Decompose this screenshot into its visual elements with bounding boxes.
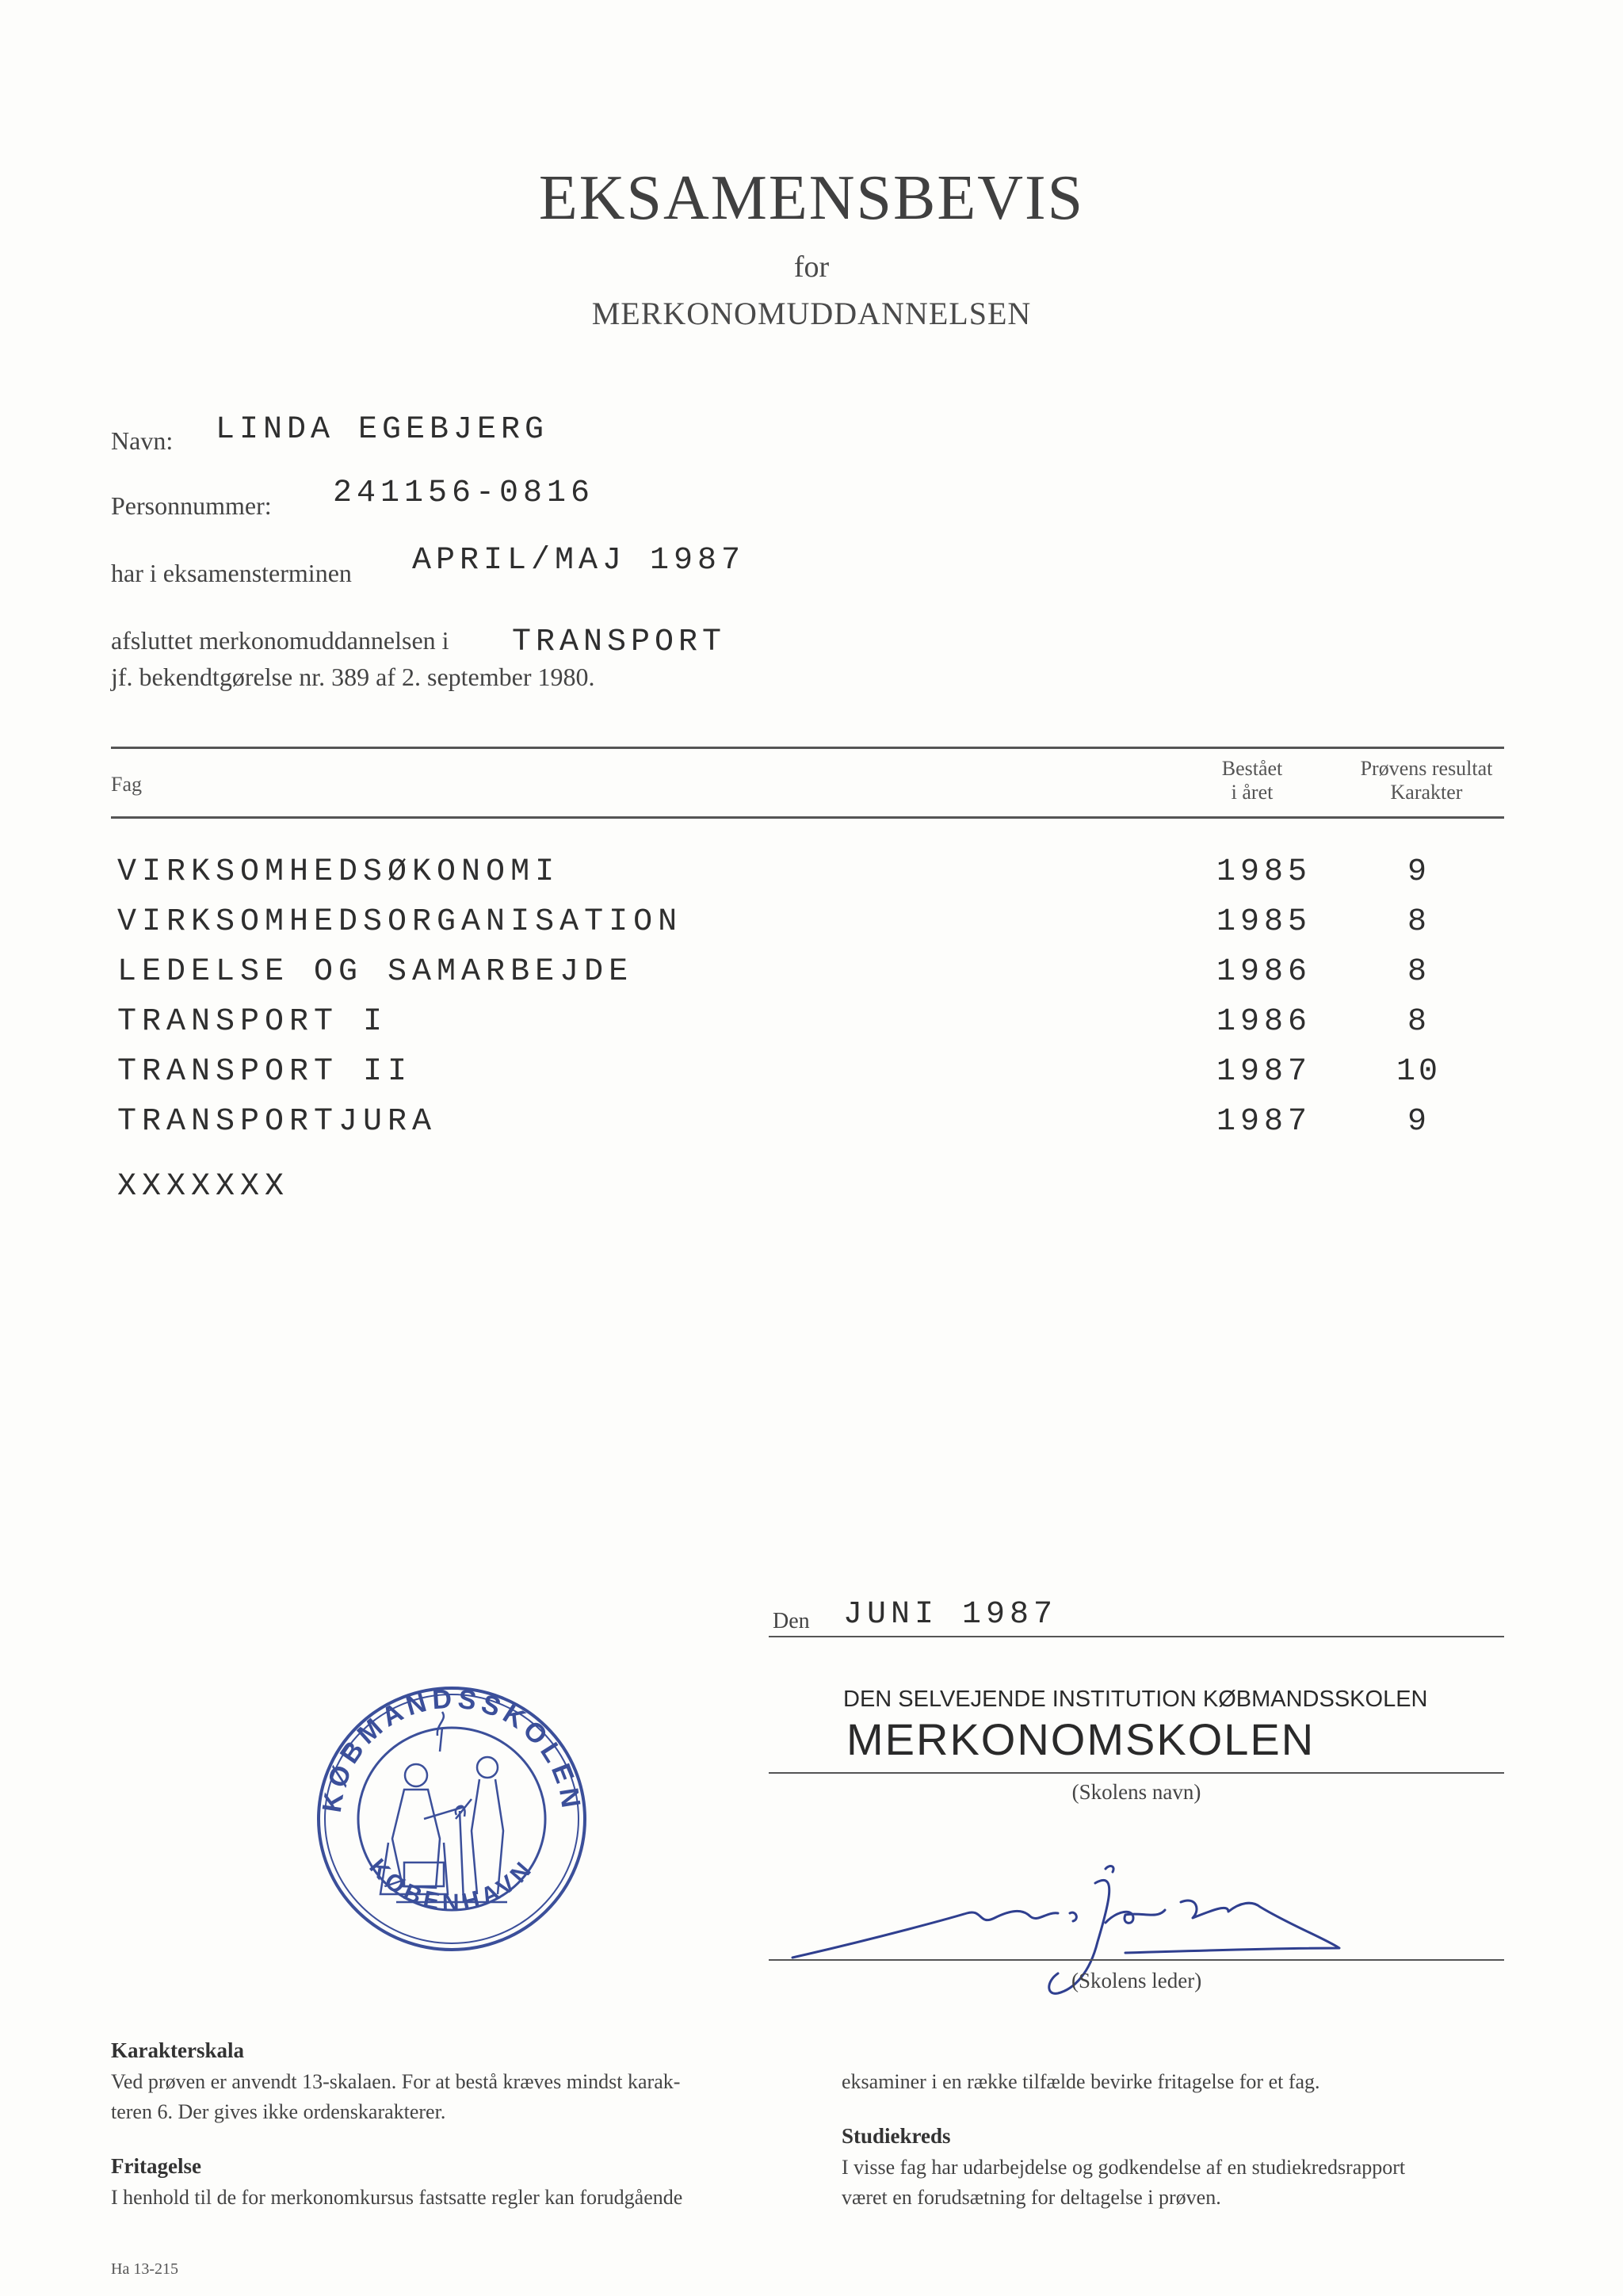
program-name: MERKONOMUDDANNELSEN: [591, 296, 1032, 331]
grading-scale-line1: Ved prøven er anvendt 13-skalaen. For at bestå kræves mindst karak-: [111, 2070, 681, 2093]
school-caption: (Skolens navn): [1071, 1780, 1201, 1804]
seal-text-top: KØBMANDSSKOLEN: [316, 1683, 587, 1815]
school-rule: [769, 1772, 1504, 1774]
table-row-subject: TRANSPORTJURA: [117, 1104, 437, 1140]
col-grade-header: [1331, 757, 1522, 804]
study-circle-line1: I visse fag har udarbejdelse og godkendelse af en studiekredsrapport: [842, 2156, 1406, 2179]
exemption-line1: I henhold til de for merkonomkursus fastsatte regler kan forudgående: [111, 2186, 683, 2209]
table-row-year: 1985: [1216, 904, 1312, 940]
table-row-year: 1985: [1216, 854, 1312, 890]
cpr-label: Personnummer:: [111, 491, 272, 520]
col-subject-header: Fag: [111, 773, 142, 796]
col-year-header-line1: Bestået: [1221, 757, 1283, 780]
document-subtitle-for: for: [793, 250, 830, 284]
table-row-subject: VIRKSOMHEDSORGANISATION: [117, 904, 683, 940]
exam-term: APRIL/MAJ 1987: [412, 543, 746, 579]
cpr-number: 241156-0816: [333, 476, 595, 511]
form-code: Ha 13-215: [111, 2260, 178, 2278]
table-row-subject: TRANSPORT I: [117, 1004, 388, 1040]
regulation-text: jf. bekendtgørelse nr. 389 af 2. september 1980.: [111, 663, 595, 691]
table-row-year: 1987: [1216, 1104, 1312, 1140]
table-top-rule: [111, 747, 1504, 749]
table-row-grade: 10: [1396, 1054, 1441, 1090]
exemption-line2: eksaminer i en række tilfælde bevirke fritagelse for et fag.: [842, 2070, 1320, 2093]
issue-date: JUNI 1987: [843, 1597, 1058, 1633]
table-row-year: 1986: [1216, 1004, 1312, 1040]
table-row-grade: 9: [1407, 854, 1430, 890]
name-label: Navn:: [111, 426, 174, 455]
col-grade-header-line1: Prøvens resultat: [1360, 757, 1493, 780]
table-row-year: 1987: [1216, 1054, 1312, 1090]
table-row-subject: TRANSPORT II: [117, 1054, 413, 1090]
table-row-subject: VIRKSOMHEDSØKONOMI: [117, 854, 560, 890]
table-row-subject: LEDELSE OG SAMARBEJDE: [117, 954, 634, 990]
table-row-grade: 8: [1407, 1004, 1430, 1040]
date-rule: [769, 1636, 1504, 1637]
exemption-heading: Fritagelse: [111, 2154, 201, 2178]
school-seal-icon: [309, 1680, 594, 1958]
date-label: Den: [773, 1609, 810, 1633]
svg-text:KØBENHAVN: [364, 1854, 539, 1916]
school-name: MERKONOMSKOLEN: [846, 1714, 1316, 1764]
student-name: LINDA EGEBJERG: [216, 412, 549, 448]
study-circle-line2: været en forudsætning for deltagelse i prøven.: [842, 2186, 1221, 2209]
svg-text:KØBMANDSSKOLEN: [317, 1683, 587, 1814]
field-of-study: TRANSPORT: [512, 625, 727, 660]
table-header-rule: [111, 816, 1504, 819]
col-year-header-line2: i året: [1231, 781, 1274, 804]
leader-rule: [769, 1959, 1504, 1961]
col-grade-header-line2: Karakter: [1390, 781, 1463, 804]
grading-scale-heading: Karakterskala: [111, 2038, 244, 2062]
table-row-grade: 9: [1407, 1104, 1430, 1140]
institution-name: DEN SELVEJENDE INSTITUTION KØBMANDSSKOLEN: [843, 1687, 1428, 1712]
table-row-grade: 8: [1407, 904, 1430, 940]
col-year-header: [1173, 757, 1331, 804]
term-label: har i eksamensterminen: [111, 559, 352, 587]
completed-label: afsluttet merkonomuddannelsen i: [111, 626, 449, 655]
table-row-grade: 8: [1407, 954, 1430, 990]
seal-text-bottom: KØBENHAVN: [364, 1854, 540, 1916]
leader-caption: (Skolens leder): [1071, 1969, 1202, 1992]
study-circle-heading: Studiekreds: [842, 2124, 951, 2148]
document-title: EKSAMENSBEVIS: [538, 163, 1085, 233]
grading-scale-line2: teren 6. Der gives ikke ordenskarakterer.: [111, 2100, 446, 2123]
table-filler: XXXXXXX: [117, 1169, 290, 1205]
table-row-year: 1986: [1216, 954, 1312, 990]
